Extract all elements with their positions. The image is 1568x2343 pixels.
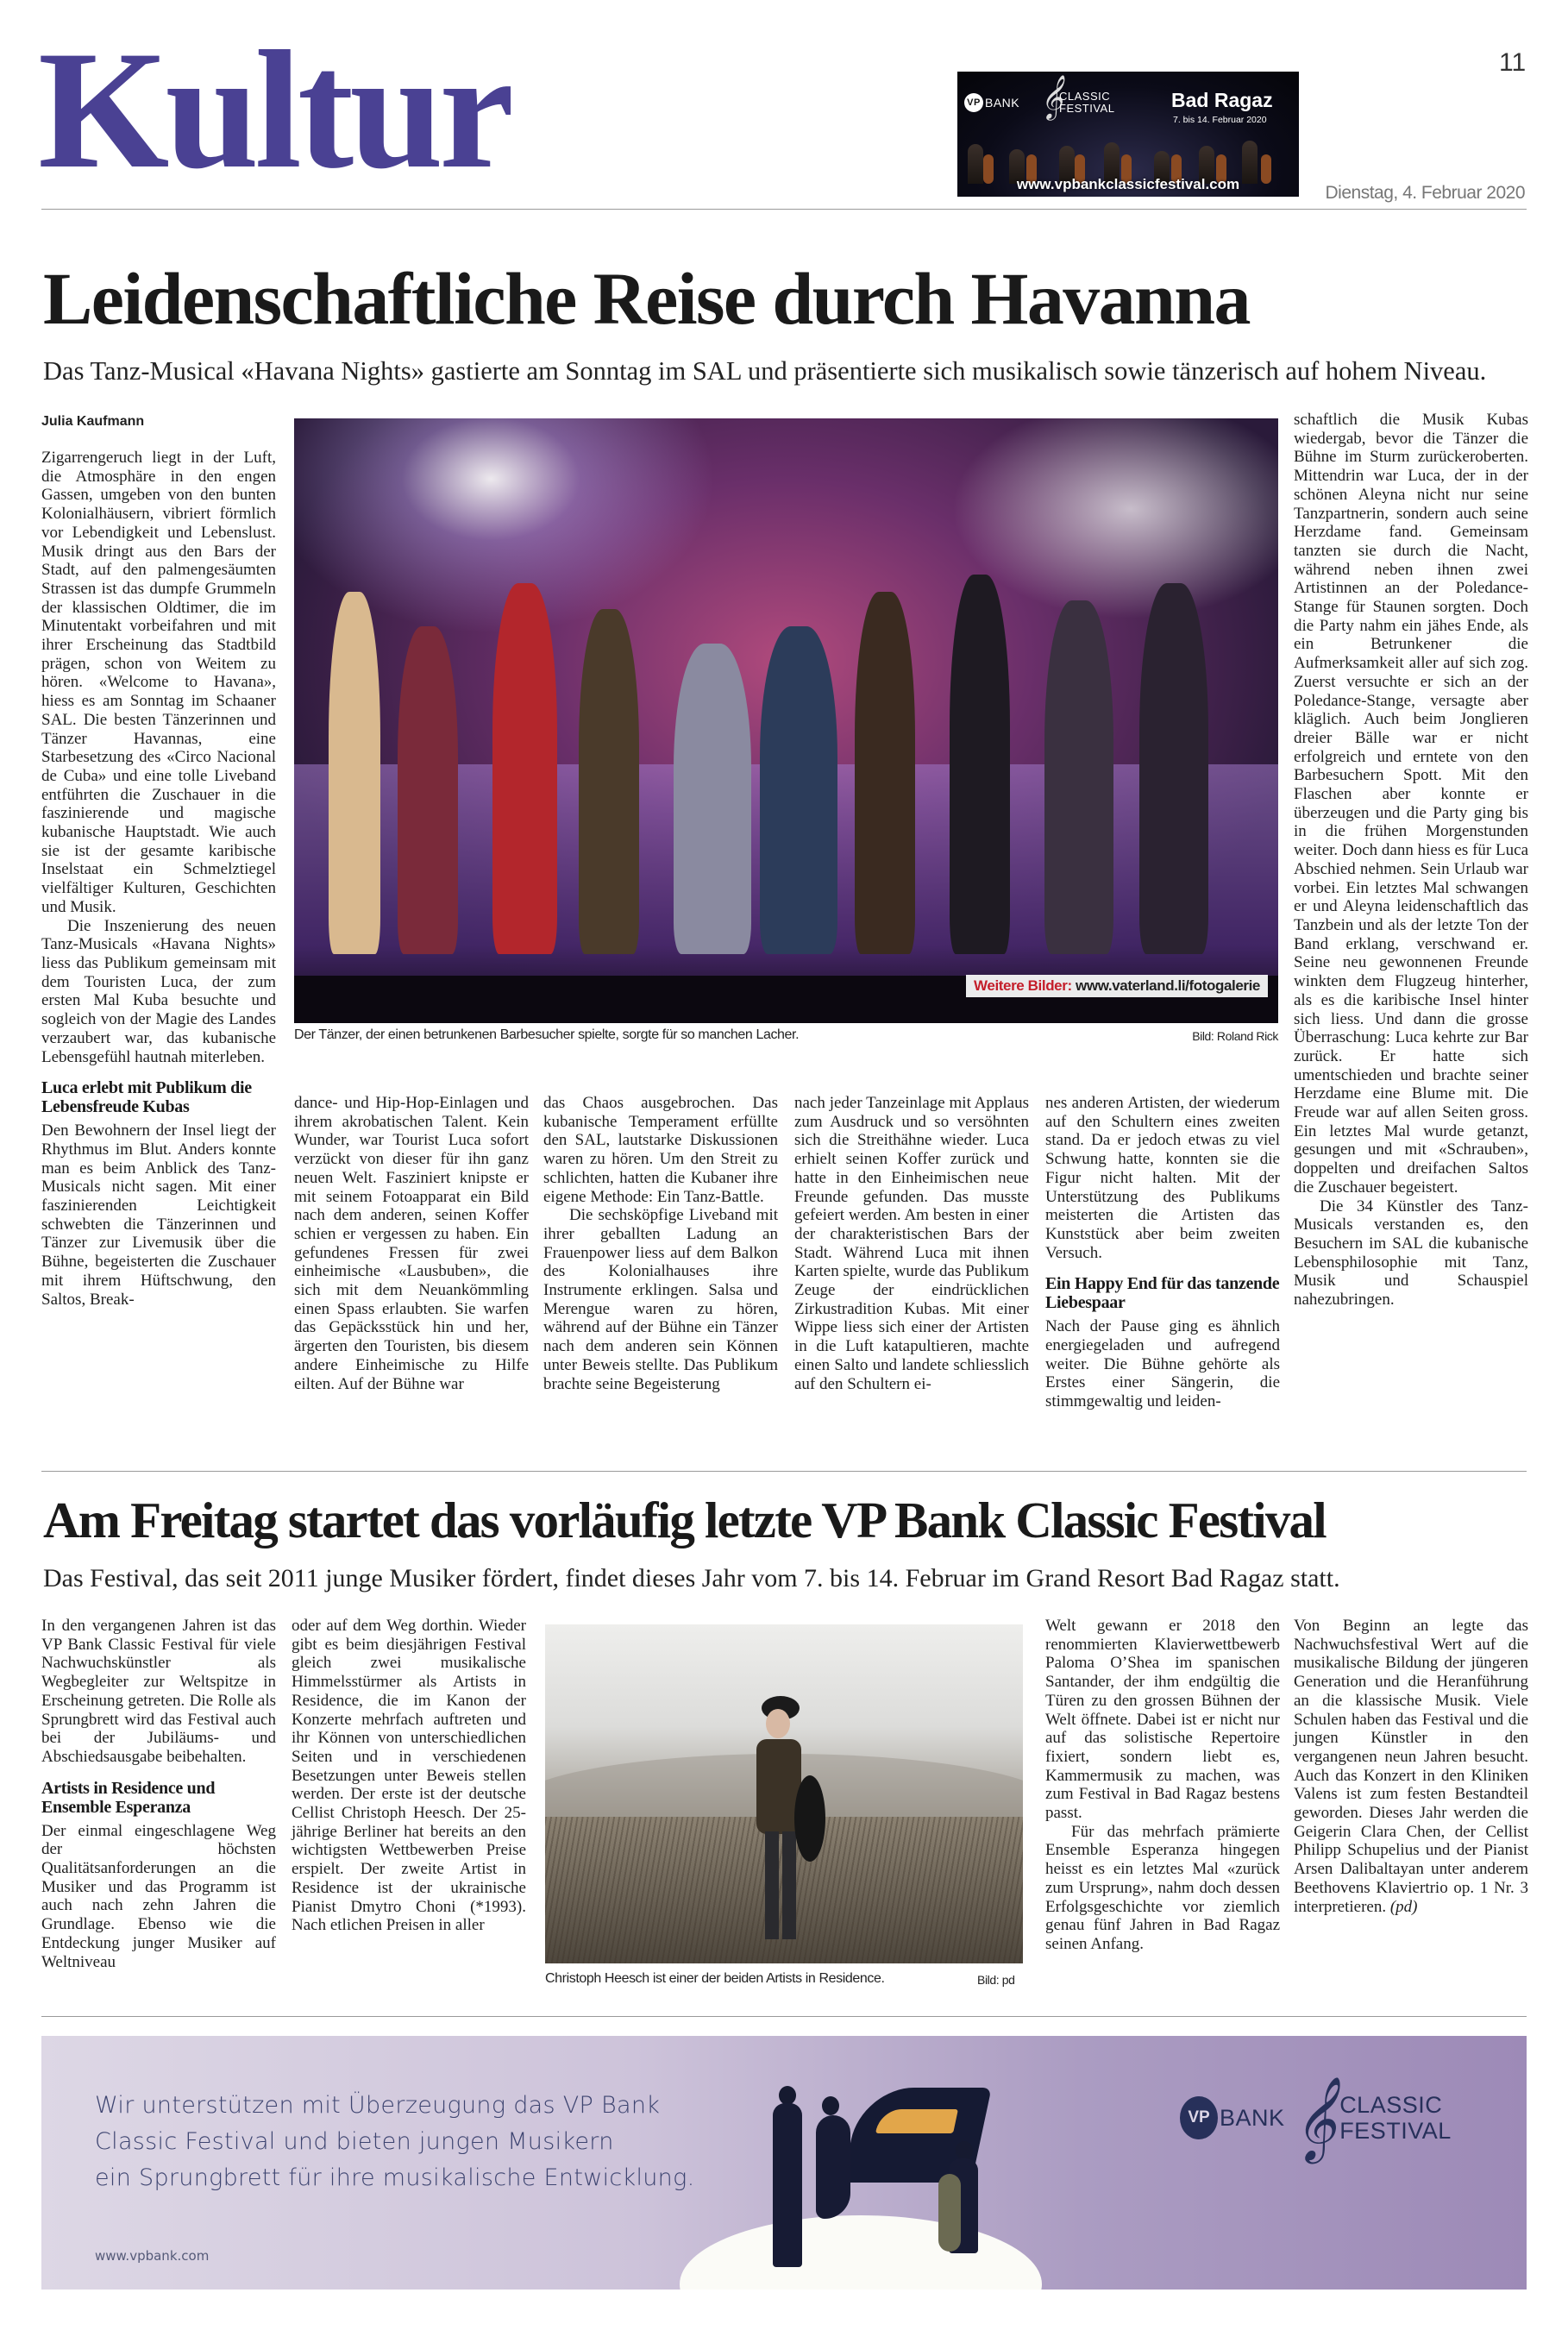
article1-photo-caption: Der Tänzer, der einen betrunkenen Barbesucher spielte, sorgte für so manchen Lacher. <box>294 1027 800 1042</box>
paragraph-text: das Chaos ausgebrochen. Das kubanische Temperament erfüllte den SAL, lautstarke Diskussionen waren zu hören. Um den Streit zu schlichten, hatten die Kubaner ihre eigene Methode: Ein Tanz-Battle. <box>543 1094 778 1206</box>
paragraph <box>294 1094 529 1393</box>
paragraph <box>794 1094 1029 1393</box>
ad-slogan: Wir unterstützen mit Überzeugung das VP Bank Classic Festival und bieten jungen Musikern ein Sprungbrett für ihre musikalische Entwicklung. <box>95 2092 695 2191</box>
paragraph-text: schaftlich die Musik Kubas wiedergab, bevor die Tänzer die Bühne im Sturm zurückeroberten. Mittendrin war Luca, der in der schönen Aleyna nicht nur seine Tanzpartnerin, sondern auch seine Herzdame fand. Gemeinsam tanzten sie durch die Nacht, während neben ihnen zwei Artistinnen an der Poledance-Stange für Staunen sorgten. Doch die Party nahm ein jähes Ende, als ein Betrunkener die Aufmerksamkeit aller auf sich zog. Zuerst versuchte er sich an der Poledance-Stange, versagte aber kläglich. Auch beim Jonglieren dreier Bälle war er nicht erfolgreich und erntete von den Barbesuchern Spott. Mit den Flaschen aber konnte er überzeugen und die Party ging bis in die frühen Morgenstunden weiter. Doch dann hiess es für Luca Abschied nehmen. Sein Urlaub war vorbei. Ein letztes Mal schwangen er und Aleyna leidenschaftlich das Tanzbein und als der letzte Ton der Band erklang, verschwand er. Seine neu gewonnenen Freunde winkten dem Flugzeug hinterher, als es die karibische Insel hinter sich liess. Und dann die grosse Überraschung: Luca kehrte zur Bar zurück. Er hatte sich umentschieden und brachte seiner Herzdame eine Blume mit. Die Freude war auf allen Seiten gross. Ein letztes Mal wurde getanzt, gesungen und mit «Schrauben», doppelten und dreifachen Saltos die Zuschauer begeistert. <box>1294 411 1528 1197</box>
paragraph <box>543 1206 778 1393</box>
issue-date: Dienstag, 4. Februar 2020 <box>1325 183 1525 203</box>
article2-headline: Am Freitag startet das vorläufig letzte VP Bank Classic Festival <box>43 1492 1326 1548</box>
paragraph <box>41 1617 276 1767</box>
vp-bank-classic-festival-logo: VP BANK 𝄞 CLASSIC FESTIVAL <box>1180 2083 1452 2152</box>
article1-column-1 <box>41 449 276 1309</box>
section-masthead: Kultur <box>38 16 511 204</box>
vp-bank-sponsor-ad[interactable] <box>41 2036 1527 2290</box>
article2-photo-caption: Christoph Heesch ist einer der beiden Artists in Residence. <box>545 1971 885 1986</box>
classic-festival-wordmark: CLASSIC FESTIVAL <box>1059 90 1115 115</box>
treble-clef-icon: 𝄞 <box>1293 2076 1337 2160</box>
article1-column-3 <box>543 1094 778 1393</box>
article1-headline: Leidenschaftliche Reise durch Havanna <box>43 257 1250 340</box>
article2-column-1 <box>41 1617 276 1971</box>
paragraph-text: nes anderen Artisten, der wiederum auf den Schultern eines zweiten stand. Da er jedoch etwas zu viel Schwung hatte, konnten sie die Figur nicht halten. Mit der Unterstützung des Publikums meisterten die Artisten das Kunststück aber beim zweiten Versuch. <box>1045 1094 1280 1262</box>
cellist-figure <box>731 1689 825 1948</box>
paragraph <box>41 1822 276 1972</box>
paragraph-text: In den vergangenen Jahren ist das VP Bank Classic Festival für viele Nachwuchskünstler als Wegbegleiter zur Weltspitze in Erscheinung getreten. Die Rolle als Sprungbrett wird das Festival auch bei der Jubiläums- und Abschiedsausgabe beibehalten. <box>41 1617 276 1766</box>
paragraph-text: Die 34 Künstler des Tanz-Musicals verstanden es, den Besuchern im SAL die kubanische Lebensphilosophie mit Tanz, Musik und Schauspiel nahezubringen. <box>1294 1197 1528 1310</box>
subheading <box>41 1779 276 1817</box>
article1-column-6 <box>1294 411 1528 1310</box>
paragraph <box>1294 411 1528 1197</box>
paragraph-text: Ein Happy End für das tanzende Liebespaar <box>1045 1274 1280 1313</box>
article1-stage-photo[interactable] <box>294 418 1278 1023</box>
subheading <box>41 1078 276 1116</box>
paragraph-text: Der einmal eingeschlagene Weg der höchsten Qualitätsanforderungen an die Musiker und das Programm ist auch nach zehn Jahren die Grundlage. Ebenso wie die Entdeckung junger Musiker auf Weltniveau <box>41 1821 276 1971</box>
divider <box>41 209 1527 210</box>
paragraph-text: dance- und Hip-Hop-Einlagen und ihrem akrobatischen Talent. Kein Wunder, war Tourist Luca sofort verzückt von dieser für ihn ganz neuen Welt. Fasziniert knipste er mit seinem Fotoapparat ein Bild nach dem anderen, seinen Koffer schien er vergessen zu haben. Ein gefundenes Fressen für zwei einheimische «Lausbuben», die sich mit dem Neuankömmling einen Spass erlaubten. Sie warfen das Gepäcksstück hin und her, ärgerten den Touristen, bis diesem andere Einheimische zu Hilfe eilten. Auf der Bühne war <box>294 1094 529 1393</box>
ad-url-link[interactable]: www.vpbank.com <box>95 2248 210 2264</box>
author-signature: (pd) <box>1389 1897 1418 1916</box>
article2-column-2 <box>292 1617 526 1935</box>
paragraph <box>41 449 276 917</box>
article2-column-4 <box>1294 1617 1528 1916</box>
article2-photo-credit: Bild: pd <box>977 1973 1015 1987</box>
divider <box>41 2016 1527 2017</box>
article2-subtitle: Das Festival, das seit 2011 junge Musiker fördert, findet dieses Jahr vom 7. bis 14. Februar im Grand Resort Bad Ragaz statt. <box>43 1564 1340 1592</box>
photo-gallery-link[interactable]: Weitere Bilder: www.vaterland.li/fotogalerie <box>966 975 1268 997</box>
paragraph-text: oder auf dem Weg dorthin. Wieder gibt es beim diesjährigen Festival gleich zwei musikalische Himmelsstürmer als Artists in Residence, die im Kanon der Konzerte mehrfach auftreten und ihr Können von unterschiedlichen Seiten und in verschiedenen Besetzungen unter Beweis stellen werden. Der erste ist der deutsche Cellist Christoph Heesch. Der 25-jährige Berliner hat bereits an den wichtigsten Wettbewerben Preise erspielt. Der zweite Artist in Residence ist der ukrainische Pianist Dmytro Choni (*1993). Nach etlichen Preisen in aller <box>292 1617 526 1935</box>
article1-column-2 <box>294 1094 529 1393</box>
subheading <box>1045 1274 1280 1312</box>
festival-ad-banner[interactable] <box>957 72 1299 197</box>
paragraph <box>1045 1617 1280 1823</box>
ad-dates: 7. bis 14. Februar 2020 <box>1173 115 1267 125</box>
paragraph-text: Nach der Pause ging es ähnlich energiegeladen und aufregend weiter. Die Bühne gehörte als Erstes einer Sängerin, die stimmgewaltig und leiden- <box>1045 1317 1280 1411</box>
ad-url-link[interactable]: www.vpbankclassicfestival.com <box>1016 176 1240 192</box>
paragraph-text: Luca erlebt mit Publikum die Lebensfreude Kubas <box>41 1078 252 1117</box>
paragraph <box>1045 1317 1280 1411</box>
page-number: 11 <box>1499 48 1527 77</box>
ad-city: Bad Ragaz <box>1171 89 1273 111</box>
paragraph <box>41 917 276 1067</box>
paragraph-text: Den Bewohnern der Insel liegt der Rhythmus im Blut. Anders konnte man es beim Anblick des Tanz-Musicals nicht sagen. Mit einer faszinierenden Leichtigkeit schwebten die Tänzerinnen und Tänzer zur Livemusik über die Bühne, begeisterten die Zuschauer mit ihrem Hüftschwung, den Saltos, Break- <box>41 1121 276 1309</box>
paragraph <box>1294 1617 1528 1916</box>
paragraph-text: Welt gewann er 2018 den renommierten Klavierwettbewerb Paloma O’Shea im spanischen Santander, der ihm endgültig die Türen zu den grossen Bühnen der Welt öffnete. Dabei ist er nicht nur auf das solistische Repertoire fixiert, sondern liebt es, Kammermusik zu machen, was zum Festival in Bad Ragaz bestens passt. <box>1045 1617 1280 1823</box>
article1-column-5 <box>1045 1094 1280 1411</box>
article1-photo-credit: Bild: Roland Rick <box>1192 1029 1278 1043</box>
paragraph-text: Von Beginn an legte das Nachwuchsfestival Wert auf die musikalische Bildung der jüngeren Generation und die Heranführung an die klassische Musik. Viele Schulen haben das Festival und die jungen Künstler in den vergangenen neun Jahren besucht. Auch das Konzert in den Kliniken Valens ist zum festen Bestandteil geworden. Dieses Jahr werden die Geigerin Clara Chen, der Cellist Philipp Schupelius und der Pianist Arsen Dalibaltayan unter anderem Beethovens Klaviertrio op. 1 Nr. 3 interpretieren. <box>1294 1617 1528 1916</box>
paragraph <box>41 1121 276 1309</box>
article1-subtitle: Das Tanz-Musical «Havana Nights» gastierte am Sonntag im SAL und präsentierte sich musikalisch sowie tänzerisch auf hohem Niveau. <box>43 356 1487 386</box>
paragraph-text: nach jeder Tanzeinlage mit Applaus zum Ausdruck und so versöhnten sich die Streithähne wieder. Luca erhielt seinen Koffer zurück und hatte in den Einheimischen neue Freunde gefunden. Das musste gefeiert werden. Am besten in einer der charakteristischen Bars der Stadt. Während Luca mit ihnen Karten spielte, wurde das Publikum Zeuge der eindrücklichen Zirkustradition Kubas. Mit einer Wippe liess sich einer der Artisten in die Luft katapultieren, machte einen Salto und landete schliesslich auf den Schultern ei- <box>794 1094 1029 1393</box>
paragraph <box>543 1094 778 1206</box>
divider <box>41 1471 1527 1472</box>
paragraph <box>1045 1823 1280 1954</box>
article1-byline: Julia Kaufmann <box>41 414 145 429</box>
article2-column-3 <box>1045 1617 1280 1954</box>
paragraph-text: Die Inszenierung des neuen Tanz-Musicals «Havana Nights» liess das Publikum gemeinsam mit dem Touristen Luca, der zum ersten Mal Kuba besuchte und sogleich von der Magie des Landes verzaubert war, das kubanische Lebensgefühl hautnah miterleben. <box>41 916 276 1066</box>
paragraph-text: Artists in Residence und Ensemble Esperanza <box>41 1778 216 1817</box>
paragraph <box>1294 1197 1528 1310</box>
paragraph-text: Für das mehrfach prämierte Ensemble Esperanza hingegen heisst es ein letztes Mal «zurück zum Ursprung», nahm doch dessen Erfolgsgeschichte vor ziemlich genau fünf Jahren in Bad Ragaz seinen Anfang. <box>1045 1822 1280 1953</box>
article2-cellist-photo[interactable] <box>545 1624 1023 1963</box>
vp-bank-logo: VP BANK <box>964 93 1019 112</box>
paragraph-text: Zigarrengeruch liegt in der Luft, die Atmosphäre in den engen Gassen, umgeben von den bunten Kolonialhäusern, vibriert förmlich vor Lebendigkeit und Lebenslust. Musik dringt aus den Bars der Stadt, auf den palmengesäumten Strassen ist das dumpfe Grummeln der klassischen Oldtimer, die im Minutentakt vorbeifahren und mit ihrer Erscheinung das Stadtbild prägen, schon von Weitem zu hören. «Welcome to Havana», hiess es am Sonntag im Schaaner SAL. Die besten Tänzerinnen und Tänzer Havannas, eine Starbesetzung des «Circo Nacional de Cuba» und eine tolle Liveband entführten die Zuschauer in die faszinierende und magische kubanische Hauptstadt. Wie auch sie ist der gesamte karibische Inselstaat ein Schmelztiegel vielfältiger Kulturen, Geschichten und Musik. <box>41 449 276 916</box>
article1-column-4 <box>794 1094 1029 1393</box>
treble-clef-icon: 𝄞 <box>1040 75 1063 119</box>
paragraph-text: Die sechsköpfige Liveband mit ihrer geballten Ladung an Frauenpower liess auf dem Balkon des Kolonialhauses ihre Instrumente erklingen. Salsa und Merengue waren zu hören, während auf der Bühne ein Tänzer nach dem anderen sein Können unter Beweis stellte. Das Publikum brachte seine Begeisterung <box>543 1206 778 1393</box>
paragraph <box>1045 1094 1280 1262</box>
paragraph <box>292 1617 526 1935</box>
